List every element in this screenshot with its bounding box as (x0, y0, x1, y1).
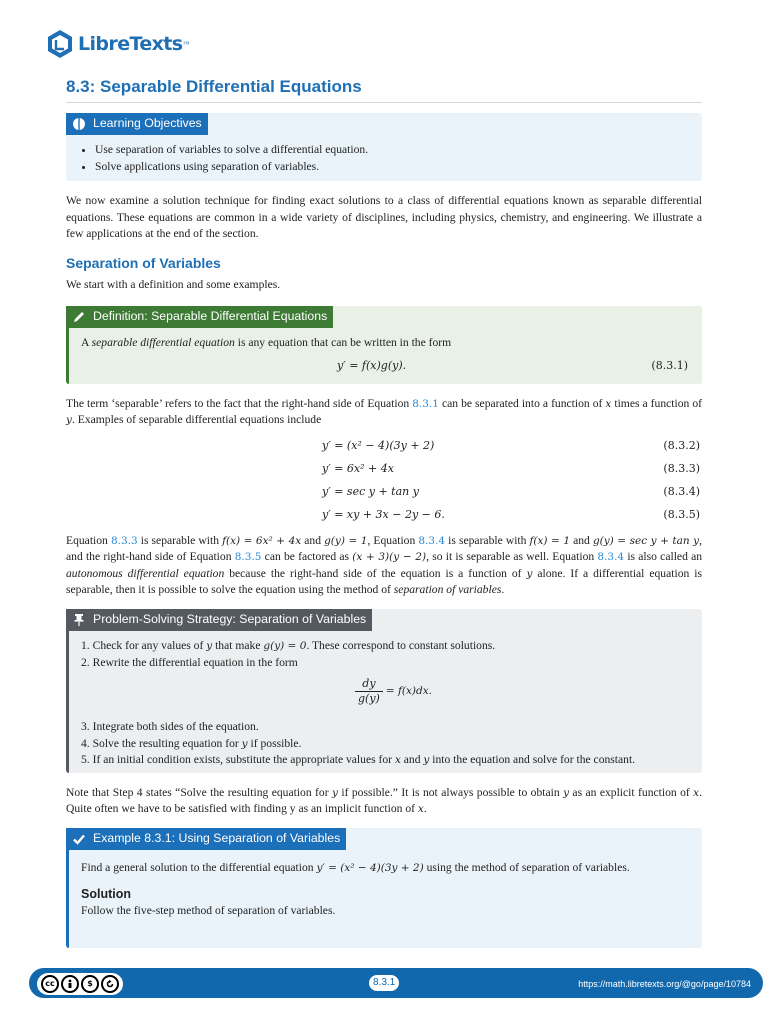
example-box (66, 828, 702, 948)
text-span: using the method of separation of variables. (423, 861, 630, 874)
math-expression: (x + 3)(y − 2) (352, 551, 427, 563)
equation-number: (8.3.5) (663, 507, 700, 521)
definition-body (69, 329, 702, 384)
example-prompt (81, 860, 690, 877)
text-span: is separable with (445, 533, 530, 547)
definition-title: Definition: Separable Differential Equations (93, 309, 328, 324)
section-heading: Separation of Variables (66, 254, 221, 271)
fraction (355, 677, 383, 706)
strategy-body (69, 632, 702, 773)
brain-icon (72, 117, 86, 131)
learning-objectives-body (66, 136, 702, 181)
learning-objectives-box (66, 113, 702, 182)
nc-icon: $ (81, 975, 99, 993)
math-var: y (241, 737, 248, 750)
strategy-box (66, 609, 702, 773)
example-body (69, 851, 702, 926)
strategy-step-4 (81, 736, 690, 753)
equation: y′ = xy + 3x − 2y − 6. (322, 507, 445, 521)
text-span: Equation (66, 533, 111, 547)
definition-equation: y′ = f(x)g(y). (337, 358, 407, 372)
math-var: y (66, 414, 72, 426)
equation-link[interactable]: 8.3.3 (110, 534, 138, 547)
fraction-numerator: dy (355, 677, 383, 692)
pencil-icon (72, 310, 86, 324)
strategy-header (66, 609, 372, 631)
text-span: as an explicit function of (569, 785, 694, 799)
math-var: y (423, 754, 430, 766)
text-span: , Equation (367, 533, 419, 547)
text-span: that make (212, 639, 264, 652)
intro-paragraph: We now examine a solution technique for finding exact solutions to a class of differential equations known as separable differential equations. These equations are common in a wide variety of disciplines, including physics, chemistry, and engineering. We illustrate a few applications at the end of the section. (66, 194, 702, 240)
definition-text (81, 335, 690, 352)
equation-row (66, 481, 702, 504)
objectives-list (78, 142, 690, 175)
text-span: 1. Check for any values of (81, 639, 207, 652)
text-span: times a function of (611, 396, 703, 410)
learning-objectives-header (66, 113, 208, 135)
main-content (66, 76, 702, 948)
brand-trademark: ™ (182, 39, 190, 48)
definition-text-post: is any equation that can be written in the form (234, 336, 452, 349)
text-span: . Examples of separable differential equations include (71, 413, 322, 426)
definition-box (66, 306, 702, 384)
fraction-rhs: = f(x)dx. (385, 685, 432, 698)
strategy-step-3: 3. Integrate both sides of the equation. (81, 720, 259, 733)
math-var: x (394, 754, 401, 766)
text-span: can be factored as (261, 550, 353, 563)
equation-link[interactable]: 8.3.4 (597, 551, 625, 563)
fraction-denominator: g(y) (358, 692, 380, 705)
objective-item: • Solve applications using separation of variables. (95, 159, 690, 176)
license-badge[interactable] (37, 973, 123, 995)
page-number: 8.3.1 (369, 975, 399, 991)
page-title: 8.3: Separable Differential Equations (66, 79, 702, 103)
equation: y′ = sec y + tan y (322, 484, 419, 498)
math-var: x (417, 803, 424, 815)
text-span: into the equation and solve for the constant. (429, 753, 636, 766)
text-span: The term ‘separable’ refers to the fact that the right-hand side of Equation (66, 396, 413, 410)
definition-text-pre: A (81, 336, 92, 349)
equation: y′ = 6x² + 4x (322, 461, 394, 475)
discussion-paragraph (66, 533, 702, 599)
equation-number: (8.3.1) (651, 358, 688, 372)
equation: y′ = (x² − 4)(3y + 2) (322, 438, 435, 452)
math-expression: g(y) = 1 (324, 534, 368, 547)
learning-objectives-title: Learning Objectives (93, 116, 202, 131)
solution-label: Solution (81, 886, 131, 901)
math-var: x (605, 397, 612, 410)
page-footer (29, 968, 763, 998)
text-span: 5. If an initial condition exists, substitute the appropriate values for (81, 753, 395, 766)
note-paragraph (66, 785, 702, 818)
text-span: 4. Solve the resulting equation for (81, 736, 242, 750)
example-header (66, 828, 346, 850)
separated-form-equation (81, 671, 690, 719)
text-span: if possible.” It is not always possible to obtain (337, 785, 564, 799)
cc-icon: cc (41, 975, 59, 993)
license-icons (37, 973, 123, 995)
text-span: if possible. (247, 736, 302, 750)
text-span: . (501, 583, 505, 596)
equation-link[interactable]: 8.3.4 (418, 534, 446, 547)
definition-equation-row (81, 352, 690, 378)
text-span: Find a general solution to the differential equation (81, 861, 317, 874)
text-span: . These correspond to constant solutions. (306, 639, 496, 652)
sa-icon (101, 975, 119, 993)
solution-text: Follow the five-step method of separation of variables. (81, 904, 336, 917)
math-expression: g(y) = sec y + tan y (592, 534, 700, 547)
libretexts-logo[interactable] (46, 28, 189, 60)
text-span: and (400, 753, 424, 766)
text-span: Note that Step 4 states “Solve the resulting equation for (66, 785, 332, 799)
math-expression: y′ = (x² − 4)(3y + 2) (316, 862, 424, 874)
equation-link[interactable]: 8.3.5 (234, 551, 262, 563)
equation-row (66, 504, 702, 527)
strategy-step-2: 2. Rewrite the differential equation in the form (81, 655, 298, 669)
strategy-title: Problem-Solving Strategy: Separation of Variables (93, 612, 367, 627)
text-span: , so it is separable as well. Equation (426, 550, 598, 563)
text-span: is separable with (137, 533, 223, 547)
libretexts-hexagon-icon (46, 29, 74, 59)
text-span: can be separated into a function of (438, 396, 606, 410)
math-var: y (526, 567, 533, 580)
objective-item: • Use separation of variables to solve a differential equation. (95, 142, 690, 159)
strategy-step-1 (81, 638, 690, 655)
section-lead: We start with a definition and some examples. (66, 278, 281, 291)
strategy-step-5 (81, 752, 690, 769)
example-title: Example 8.3.1: Using Separation of Variables (93, 831, 341, 846)
text-span: alone. If a differential equation is separable, then it is possible to solve the equation using the method of (66, 566, 702, 596)
equation-number: (8.3.2) (663, 438, 700, 452)
brand-name: LibreTexts (78, 32, 183, 55)
text-span: . (423, 802, 427, 815)
emphasis-term: separation of variables (393, 583, 502, 596)
text-span: and (570, 533, 593, 547)
emphasis-term: autonomous differential equation (66, 566, 225, 580)
math-var: x (693, 786, 700, 799)
example-equations (66, 435, 702, 527)
checkmark-icon (72, 832, 86, 846)
text-span: . Quite often we have to be satisfied with finding y as an implicit function of (66, 785, 702, 815)
text-span: , and the right-hand side of Equation (66, 533, 702, 563)
math-expression: f(x) = 6x² + 4x (222, 534, 302, 547)
text-span: because the right-hand side of the equation is a function of (224, 566, 527, 580)
page-url[interactable]: https://math.libretexts.org/@go/page/10784 (578, 979, 751, 989)
definition-term: separable differential equation (91, 336, 235, 349)
equation-number: (8.3.4) (663, 484, 700, 498)
text-span: is also called an (624, 550, 703, 563)
definition-header (66, 306, 333, 328)
equation-number: (8.3.3) (663, 461, 700, 475)
math-expression: g(y) = 0 (263, 640, 307, 652)
equation-link[interactable]: 8.3.1 (412, 397, 439, 410)
pin-icon (72, 613, 86, 627)
math-var: y (563, 786, 569, 799)
term-paragraph (66, 396, 702, 429)
math-var: y (332, 786, 338, 799)
text-span: and (301, 533, 325, 547)
by-icon (61, 975, 79, 993)
fraction-equation (355, 677, 432, 706)
equation-row (66, 435, 702, 458)
math-var: y (206, 640, 213, 652)
equation-row (66, 458, 702, 481)
math-expression: f(x) = 1 (529, 534, 571, 547)
